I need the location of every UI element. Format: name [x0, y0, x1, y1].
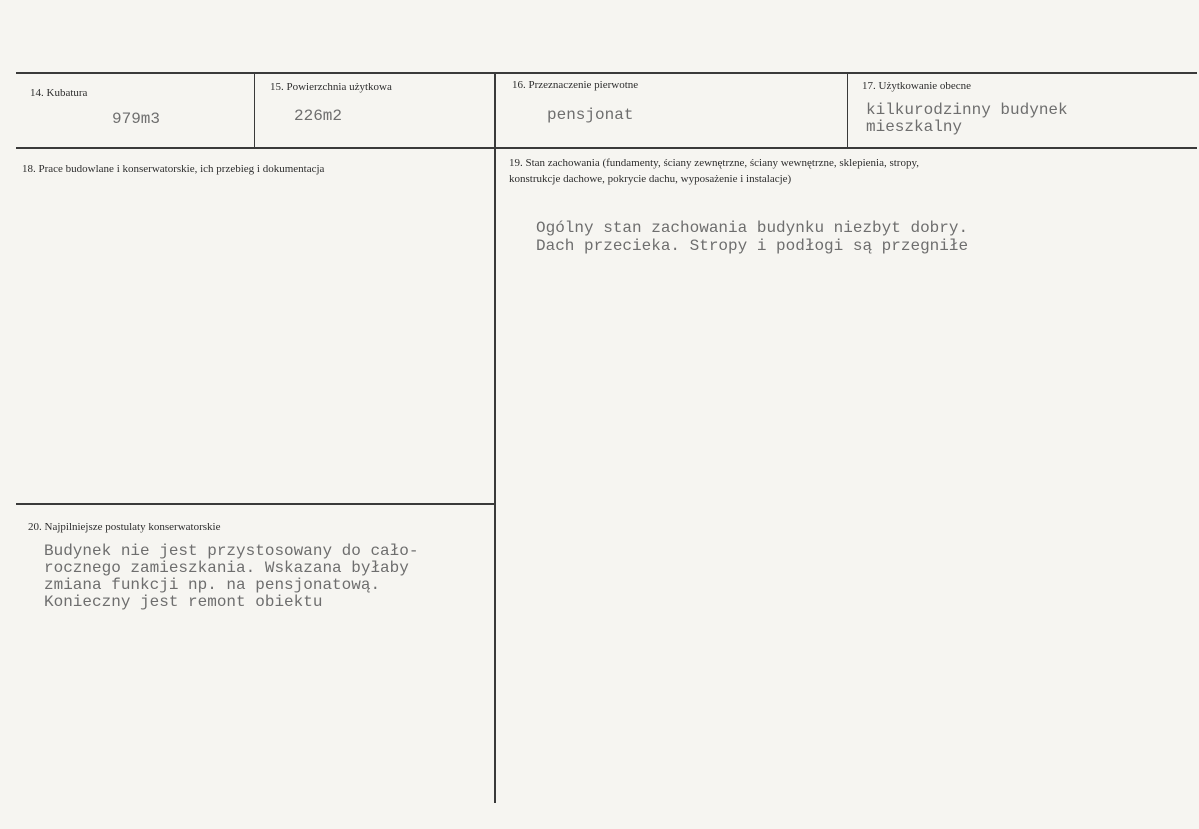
field-14-label: 14. Kubatura [30, 87, 88, 99]
top-rule [16, 72, 1197, 74]
field-20-value-line-2: rocznego zamieszkania. Wskazana byłaby [44, 559, 409, 577]
field-17-value-line-2: mieszkalny [866, 118, 963, 136]
field-17-value-line-1: kilkurodzinny budynek [866, 101, 1068, 119]
field-16-value: pensjonat [547, 106, 634, 124]
field-20-label: 20. Najpilniejsze postulaty konserwatorskie [28, 521, 221, 533]
field-14-value: 979m3 [112, 110, 161, 128]
divider-15-16 [494, 73, 496, 803]
divider-16-17 [847, 73, 848, 147]
divider-14-15 [254, 73, 255, 147]
left-column-divider-rule [16, 503, 494, 505]
field-17-label: 17. Użytkowanie obecne [862, 80, 972, 92]
field-19-value-line-1: Ogólny stan zachowania budynku niezbyt dobry. [536, 219, 969, 237]
field-20-value-line-3: zmiana funkcji np. na pensjonatową. [44, 576, 381, 594]
field-16-label: 16. Przeznaczenie pierwotne [512, 79, 639, 91]
field-19-label-line-2: konstrukcje dachowe, pokrycie dachu, wyposażenie i instalacje) [509, 173, 792, 185]
field-20-value-line-1: Budynek nie jest przystosowany do cało- [44, 542, 419, 560]
field-18-label: 18. Prace budowlane i konserwatorskie, ich przebieg i dokumentacja [22, 163, 325, 175]
mid-rule [16, 147, 1197, 149]
field-19-value-line-2: Dach przecieka. Stropy i podłogi są przegniłe [536, 237, 969, 255]
field-20-value-line-4: Konieczny jest remont obiektu [44, 593, 323, 611]
field-19-label-line-1: 19. Stan zachowania (fundamenty, ściany zewnętrzne, ściany wewnętrzne, sklepienia, stropy, [509, 157, 920, 169]
field-15-value: 226m2 [294, 107, 343, 125]
field-15-label: 15. Powierzchnia użytkowa [270, 81, 392, 93]
